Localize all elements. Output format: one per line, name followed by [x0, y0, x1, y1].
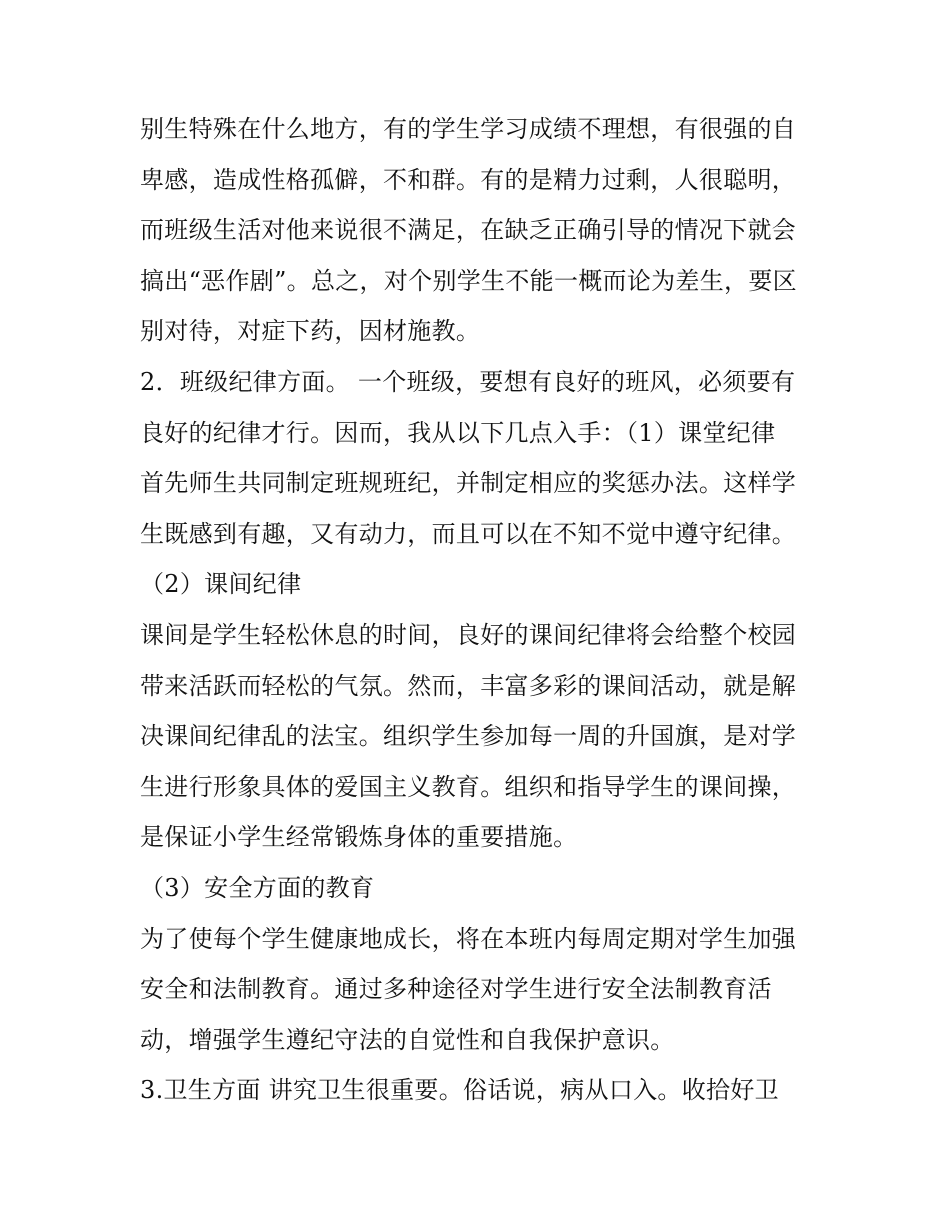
text-line: 生进行形象具体的爱国主义教育。组织和指导学生的课间操， [140, 772, 797, 801]
section-heading-hygiene: 3.卫生方面 讲究卫生很重要。俗话说，病从口入。收拾好卫 [140, 1076, 779, 1105]
subheading-safety-education: （3）安全方面的教育 [140, 873, 375, 902]
text-line: 别对待，对症下药，因材施教。 [140, 317, 481, 346]
text-line: 别生特殊在什么地方，有的学生学习成绩不理想，有很强的自 [140, 115, 797, 143]
text-line: 是保证小学生经常锻炼身体的重要措施。 [140, 823, 578, 852]
text-line: 动，增强学生遵纪守法的自觉性和自我保护意识。 [140, 1025, 675, 1054]
section-heading-discipline: 2．班级纪律方面。 一个班级，要想有良好的班风，必须要有 [140, 367, 796, 396]
subheading-recess-discipline: （2）课间纪律 [140, 570, 302, 599]
text-line: 而班级生活对他来说很不满足，在缺乏正确引导的情况下就会 [140, 216, 797, 245]
body-text [140, 104, 820, 1116]
text-line: 为了使每个学生健康地成长，将在本班内每周定期对学生加强 [140, 924, 797, 953]
text-line: 课间是学生轻松休息的时间，良好的课间纪律将会给整个校园 [140, 620, 797, 649]
text-line: 带来活跃而轻松的气氛。然而，丰富多彩的课间活动，就是解 [140, 671, 797, 700]
text-line: 搞出“恶作剧”。总之，对个别学生不能一概而论为差生，要区 [140, 266, 797, 295]
text-line: 决课间纪律乱的法宝。组织学生参加每一周的升国旗，是对学 [140, 722, 797, 751]
text-line: 良好的纪律才行。因而，我从以下几点入手：（1）课堂纪律 [140, 418, 776, 447]
text-line: 生既感到有趣，又有动力，而且可以在不知不觉中遵守纪律。 [140, 519, 797, 548]
text-line: 卑感，造成性格孤僻，不和群。有的是精力过剩，人很聪明， [140, 165, 797, 194]
text-line: 安全和法制教育。通过多种途径对学生进行安全法制教育活 [140, 975, 772, 1004]
text-line: 首先师生共同制定班规班纪，并制定相应的奖惩办法。这样学 [140, 469, 797, 498]
